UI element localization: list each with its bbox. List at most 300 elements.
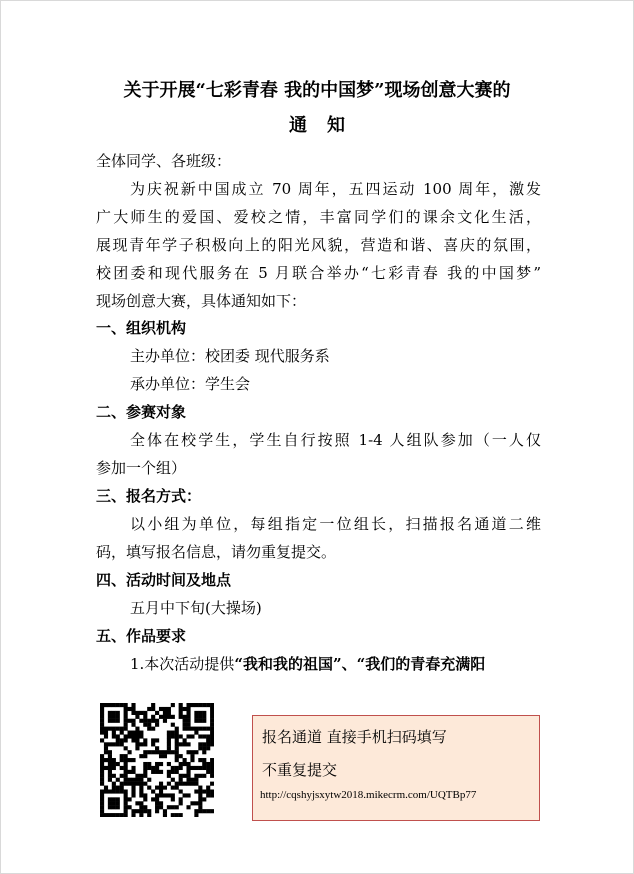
qr-module — [210, 758, 214, 762]
qr-module — [112, 805, 116, 809]
qr-module — [175, 766, 179, 770]
qr-module — [112, 703, 116, 707]
qr-module — [183, 758, 187, 762]
greeting: 全体同学、各班级： — [96, 152, 232, 170]
qr-module — [206, 786, 210, 790]
qr-module — [112, 742, 116, 746]
qr-module — [159, 715, 163, 719]
qr-module — [186, 782, 190, 786]
qr-module — [124, 711, 128, 715]
qr-module — [202, 715, 206, 719]
qr-module — [183, 742, 187, 746]
qr-module — [108, 801, 112, 805]
intro-line: 广大师生的爱国、爱校之情，丰富同学们的课余文化生活， — [96, 208, 541, 226]
qr-module — [104, 703, 108, 707]
section-heading-participants: 二、参赛对象 — [96, 403, 187, 421]
qr-module — [143, 742, 147, 746]
qr-module — [210, 703, 214, 707]
qr-module — [120, 782, 124, 786]
qr-module — [159, 805, 163, 809]
qr-module — [120, 786, 124, 790]
qr-module — [104, 766, 108, 770]
undertaker-line: 承办单位：学生会 — [130, 375, 251, 393]
qr-module — [116, 789, 120, 793]
qr-module — [139, 782, 143, 786]
qr-module — [108, 766, 112, 770]
qr-module — [186, 723, 190, 727]
qr-module — [124, 719, 128, 723]
requirements-line — [130, 654, 541, 674]
qr-module — [198, 727, 202, 731]
qr-module — [175, 758, 179, 762]
qr-module — [155, 766, 159, 770]
qr-module — [151, 707, 155, 711]
qr-module — [120, 727, 124, 731]
qr-module — [151, 750, 155, 754]
qr-module — [155, 738, 159, 742]
qr-module — [151, 738, 155, 742]
qr-module — [100, 719, 104, 723]
qr-module — [131, 789, 135, 793]
qr-module — [131, 778, 135, 782]
qr-module — [116, 715, 120, 719]
qr-module — [210, 774, 214, 778]
qr-module — [112, 774, 116, 778]
qr-module — [135, 782, 139, 786]
qr-module — [120, 789, 124, 793]
qr-module — [151, 789, 155, 793]
qr-code[interactable] — [100, 703, 214, 817]
qr-module — [116, 734, 120, 738]
qr-module — [198, 789, 202, 793]
section-heading-requirements: 五、作品要求 — [96, 627, 187, 645]
registration-channel-box — [252, 715, 540, 821]
qr-module — [198, 711, 202, 715]
qr-module — [147, 707, 151, 711]
qr-module — [206, 766, 210, 770]
qr-module — [124, 727, 128, 731]
qr-module — [167, 805, 171, 809]
qr-module — [206, 789, 210, 793]
qr-module — [112, 758, 116, 762]
section-heading-organization: 一、组织机构 — [96, 319, 187, 337]
qr-module — [210, 766, 214, 770]
qr-module — [131, 786, 135, 790]
qr-module — [112, 762, 116, 766]
qr-module — [186, 750, 190, 754]
qr-module — [167, 731, 171, 735]
qr-module — [198, 703, 202, 707]
qr-module — [128, 770, 132, 774]
qr-module — [143, 723, 147, 727]
registration-channel-text: 报名通道 直接手机扫码填写 — [262, 728, 447, 746]
qr-module — [179, 742, 183, 746]
qr-module — [186, 703, 190, 707]
qr-module — [108, 719, 112, 723]
qr-module — [108, 762, 112, 766]
qr-module — [155, 805, 159, 809]
qr-module — [163, 754, 167, 758]
participants-line: 全体在校学生，学生自行按照 1-4 人组队参加（一人仅 — [130, 431, 541, 449]
qr-module — [186, 766, 190, 770]
qr-module — [112, 719, 116, 723]
qr-module — [147, 762, 151, 766]
qr-module — [139, 742, 143, 746]
qr-module — [179, 801, 183, 805]
qr-module — [163, 711, 167, 715]
qr-module — [131, 734, 135, 738]
qr-module — [202, 734, 206, 738]
qr-module — [116, 797, 120, 801]
qr-module — [159, 782, 163, 786]
qr-module — [116, 801, 120, 805]
qr-module — [171, 805, 175, 809]
qr-module — [112, 734, 116, 738]
qr-module — [183, 738, 187, 742]
qr-module — [124, 774, 128, 778]
qr-module — [159, 793, 163, 797]
qr-module — [131, 770, 135, 774]
qr-module — [210, 809, 214, 813]
intro-line: 现场创意大赛，具体通知如下： — [96, 292, 307, 310]
qr-module — [100, 789, 104, 793]
qr-module — [135, 746, 139, 750]
qr-module — [104, 758, 108, 762]
qr-module — [108, 770, 112, 774]
qr-module — [194, 801, 198, 805]
intro-line: 为庆祝新中国成立 70 周年，五四运动 100 周年，激发 — [130, 180, 541, 198]
qr-module — [183, 782, 187, 786]
registration-url-link[interactable]: http://cqshyjsxytw2018.mikecrm.com/UQTBp77 — [260, 789, 477, 801]
qr-module — [143, 809, 147, 813]
document-title-notice: 通知 — [289, 115, 365, 136]
qr-module — [135, 809, 139, 813]
qr-module — [143, 774, 147, 778]
qr-module — [100, 782, 104, 786]
qr-module — [124, 707, 128, 711]
qr-module — [135, 778, 139, 782]
qr-module — [163, 707, 167, 711]
qr-module — [139, 793, 143, 797]
qr-module — [112, 801, 116, 805]
qr-module — [155, 793, 159, 797]
qr-module — [131, 731, 135, 735]
qr-module — [135, 801, 139, 805]
qr-module — [100, 731, 104, 735]
qr-module — [100, 727, 104, 731]
qr-module — [135, 742, 139, 746]
qr-module — [139, 734, 143, 738]
qr-module — [120, 754, 124, 758]
qr-module — [198, 742, 202, 746]
qr-module — [147, 809, 151, 813]
qr-module — [131, 711, 135, 715]
qr-module — [139, 786, 143, 790]
qr-module — [116, 738, 120, 742]
qr-module — [167, 738, 171, 742]
qr-module — [131, 782, 135, 786]
qr-module — [159, 762, 163, 766]
qr-module — [171, 750, 175, 754]
qr-module — [143, 762, 147, 766]
qr-module — [190, 750, 194, 754]
qr-module — [167, 793, 171, 797]
qr-module — [143, 715, 147, 719]
qr-module — [190, 727, 194, 731]
qr-module — [175, 782, 179, 786]
qr-module — [186, 742, 190, 746]
qr-module — [100, 758, 104, 762]
qr-module — [100, 801, 104, 805]
qr-module — [104, 786, 108, 790]
qr-module — [179, 711, 183, 715]
qr-module — [100, 774, 104, 778]
qr-module — [210, 734, 214, 738]
qr-module — [124, 782, 128, 786]
qr-module — [155, 786, 159, 790]
qr-module — [100, 805, 104, 809]
qr-module — [151, 766, 155, 770]
qr-module — [116, 762, 120, 766]
qr-module — [131, 793, 135, 797]
qr-module — [128, 719, 132, 723]
qr-module — [163, 715, 167, 719]
qr-module — [155, 711, 159, 715]
qr-module — [116, 742, 120, 746]
qr-module — [167, 770, 171, 774]
qr-module — [147, 766, 151, 770]
qr-module — [194, 782, 198, 786]
qr-module — [100, 766, 104, 770]
qr-module — [167, 711, 171, 715]
qr-module — [128, 778, 132, 782]
qr-module — [112, 711, 116, 715]
qr-module — [100, 703, 104, 707]
qr-module — [100, 813, 104, 817]
qr-module — [210, 731, 214, 735]
qr-module — [167, 707, 171, 711]
qr-module — [135, 711, 139, 715]
qr-module — [100, 715, 104, 719]
qr-module — [179, 703, 183, 707]
qr-module — [131, 809, 135, 813]
qr-module — [198, 746, 202, 750]
qr-module — [147, 719, 151, 723]
intro-line: 校团委和现代服务在 5 月联合举办“七彩青春 我的中国梦” — [96, 264, 541, 282]
qr-module — [155, 770, 159, 774]
qr-module — [155, 809, 159, 813]
qr-module — [116, 778, 120, 782]
qr-module — [124, 778, 128, 782]
qr-module — [202, 719, 206, 723]
qr-module — [124, 703, 128, 707]
qr-module — [179, 766, 183, 770]
qr-module — [186, 715, 190, 719]
qr-module — [167, 782, 171, 786]
qr-module — [128, 731, 132, 735]
qr-module — [147, 750, 151, 754]
qr-module — [190, 754, 194, 758]
qr-module — [202, 703, 206, 707]
qr-module — [124, 801, 128, 805]
qr-module — [135, 727, 139, 731]
qr-module — [112, 727, 116, 731]
qr-module — [167, 746, 171, 750]
qr-module — [139, 789, 143, 793]
qr-module — [171, 778, 175, 782]
qr-module — [120, 813, 124, 817]
qr-module — [175, 742, 179, 746]
qr-module — [171, 770, 175, 774]
qr-module — [186, 727, 190, 731]
qr-module — [171, 797, 175, 801]
qr-module — [179, 782, 183, 786]
qr-module — [167, 742, 171, 746]
qr-module — [206, 742, 210, 746]
qr-module — [124, 813, 128, 817]
qr-module — [108, 754, 112, 758]
qr-module — [124, 809, 128, 813]
qr-module — [151, 715, 155, 719]
qr-module — [163, 809, 167, 813]
qr-module — [190, 766, 194, 770]
qr-module — [139, 711, 143, 715]
qr-module — [143, 782, 147, 786]
qr-module — [190, 734, 194, 738]
qr-module — [183, 719, 187, 723]
qr-module — [155, 801, 159, 805]
qr-module — [112, 813, 116, 817]
qr-module — [135, 731, 139, 735]
qr-module — [163, 793, 167, 797]
qr-module — [179, 707, 183, 711]
qr-module — [198, 809, 202, 813]
qr-module — [147, 813, 151, 817]
qr-module — [100, 797, 104, 801]
qr-module — [112, 731, 116, 735]
qr-module — [104, 746, 108, 750]
qr-module — [139, 801, 143, 805]
qr-module — [175, 731, 179, 735]
qr-module — [190, 782, 194, 786]
qr-module — [167, 715, 171, 719]
qr-module — [151, 770, 155, 774]
qr-module — [198, 786, 202, 790]
qr-module — [198, 766, 202, 770]
qr-module — [143, 797, 147, 801]
qr-module — [183, 793, 187, 797]
qr-module — [194, 774, 198, 778]
qr-module — [135, 738, 139, 742]
qr-module — [147, 723, 151, 727]
qr-module — [100, 754, 104, 758]
qr-module — [186, 762, 190, 766]
qr-module — [198, 758, 202, 762]
qr-module — [100, 778, 104, 782]
qr-module — [186, 734, 190, 738]
qr-module — [131, 813, 135, 817]
qr-module — [202, 727, 206, 731]
qr-module — [194, 789, 198, 793]
qr-module — [120, 766, 124, 770]
section-heading-time-place: 四、活动时间及地点 — [96, 571, 232, 589]
qr-module — [108, 778, 112, 782]
qr-module — [139, 778, 143, 782]
qr-module — [210, 723, 214, 727]
qr-module — [194, 778, 198, 782]
qr-module — [183, 727, 187, 731]
qr-module — [194, 703, 198, 707]
qr-module — [210, 742, 214, 746]
qr-module — [124, 715, 128, 719]
qr-module — [202, 809, 206, 813]
qr-module — [112, 797, 116, 801]
qr-module — [112, 766, 116, 770]
qr-module — [100, 770, 104, 774]
qr-module — [143, 738, 147, 742]
qr-module — [179, 734, 183, 738]
qr-module — [179, 789, 183, 793]
qr-module — [159, 789, 163, 793]
qr-module — [116, 719, 120, 723]
qr-module — [143, 754, 147, 758]
registration-method-line: 以小组为单位，每组指定一位组长，扫描报名通道二维 — [130, 515, 541, 533]
qr-module — [186, 774, 190, 778]
qr-module — [104, 731, 108, 735]
qr-module — [151, 742, 155, 746]
qr-module — [116, 703, 120, 707]
qr-module — [108, 742, 112, 746]
qr-module — [186, 711, 190, 715]
section-heading-registration: 三、报名方式： — [96, 487, 202, 505]
qr-module — [116, 813, 120, 817]
qr-module — [186, 793, 190, 797]
qr-module — [100, 707, 104, 711]
qr-module — [120, 703, 124, 707]
qr-module — [194, 715, 198, 719]
qr-module — [175, 754, 179, 758]
qr-module — [202, 789, 206, 793]
requirements-line-bold: “我和我的祖国”、“我们的青春充满阳 — [234, 655, 486, 673]
qr-module — [186, 707, 190, 711]
qr-module — [210, 715, 214, 719]
document-title: 关于开展“七彩青春 我的中国梦”现场创意大赛的 — [123, 80, 511, 101]
qr-module — [124, 746, 128, 750]
qr-module — [198, 797, 202, 801]
qr-module — [104, 789, 108, 793]
qr-module — [206, 738, 210, 742]
qr-module — [206, 809, 210, 813]
qr-module — [124, 723, 128, 727]
qr-module — [171, 766, 175, 770]
qr-module — [104, 750, 108, 754]
qr-module — [139, 805, 143, 809]
qr-module — [128, 734, 132, 738]
qr-module — [100, 711, 104, 715]
qr-module — [171, 786, 175, 790]
qr-module — [104, 734, 108, 738]
participants-line: 参加一个组） — [96, 459, 187, 477]
qr-module — [202, 711, 206, 715]
qr-module — [139, 731, 143, 735]
qr-module — [147, 727, 151, 731]
qr-module — [210, 707, 214, 711]
qr-module — [131, 707, 135, 711]
qr-module — [179, 778, 183, 782]
qr-module — [112, 789, 116, 793]
qr-module — [171, 723, 175, 727]
qr-module — [128, 707, 132, 711]
